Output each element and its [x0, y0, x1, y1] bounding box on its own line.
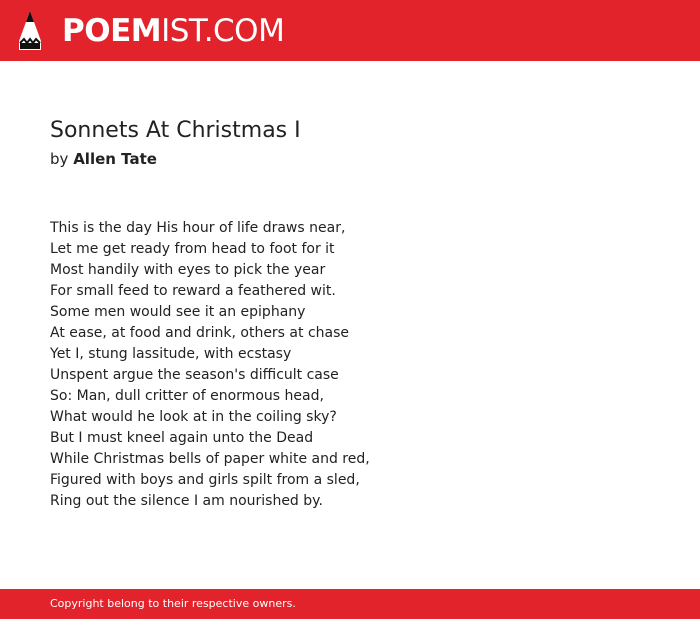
poem-line: This is the day His hour of life draws near, — [50, 220, 346, 236]
poem-byline — [50, 148, 157, 170]
logo-text-light: IST.COM — [161, 13, 285, 49]
poem-line: Yet I, stung lassitude, with ecstasy — [50, 346, 292, 362]
pencil-tip-icon[interactable] — [18, 10, 42, 51]
poem-line: Some men would see it an epiphany — [50, 304, 306, 320]
site-footer — [0, 589, 700, 619]
poem-title: Sonnets At Christmas I — [50, 118, 301, 143]
poem-author: Allen Tate — [73, 150, 157, 168]
poem-line: Figured with boys and girls spilt from a sled, — [50, 472, 360, 488]
site-header — [0, 0, 700, 61]
site-logo[interactable] — [62, 11, 284, 51]
poem-body — [50, 218, 370, 512]
poem-line: So: Man, dull critter of enormous head, — [50, 388, 324, 404]
poem-line: Most handily with eyes to pick the year — [50, 262, 326, 278]
logo-text-bold: POEM — [62, 13, 162, 49]
poem-line: At ease, at food and drink, others at chase — [50, 325, 350, 341]
poem-line: While Christmas bells of paper white and red, — [50, 451, 370, 467]
poem-line: But I must kneel again unto the Dead — [50, 430, 314, 446]
poem-line: Unspent argue the season's difficult case — [50, 367, 339, 383]
copyright-notice: Copyright belong to their respective owners. — [50, 597, 296, 610]
poem-line: What would he look at in the coiling sky? — [50, 409, 337, 425]
poem-line: For small feed to reward a feathered wit. — [50, 283, 336, 299]
poem-line: Let me get ready from head to foot for it — [50, 241, 335, 257]
by-label: by — [50, 150, 69, 168]
poem-line: Ring out the silence I am nourished by. — [50, 493, 323, 509]
